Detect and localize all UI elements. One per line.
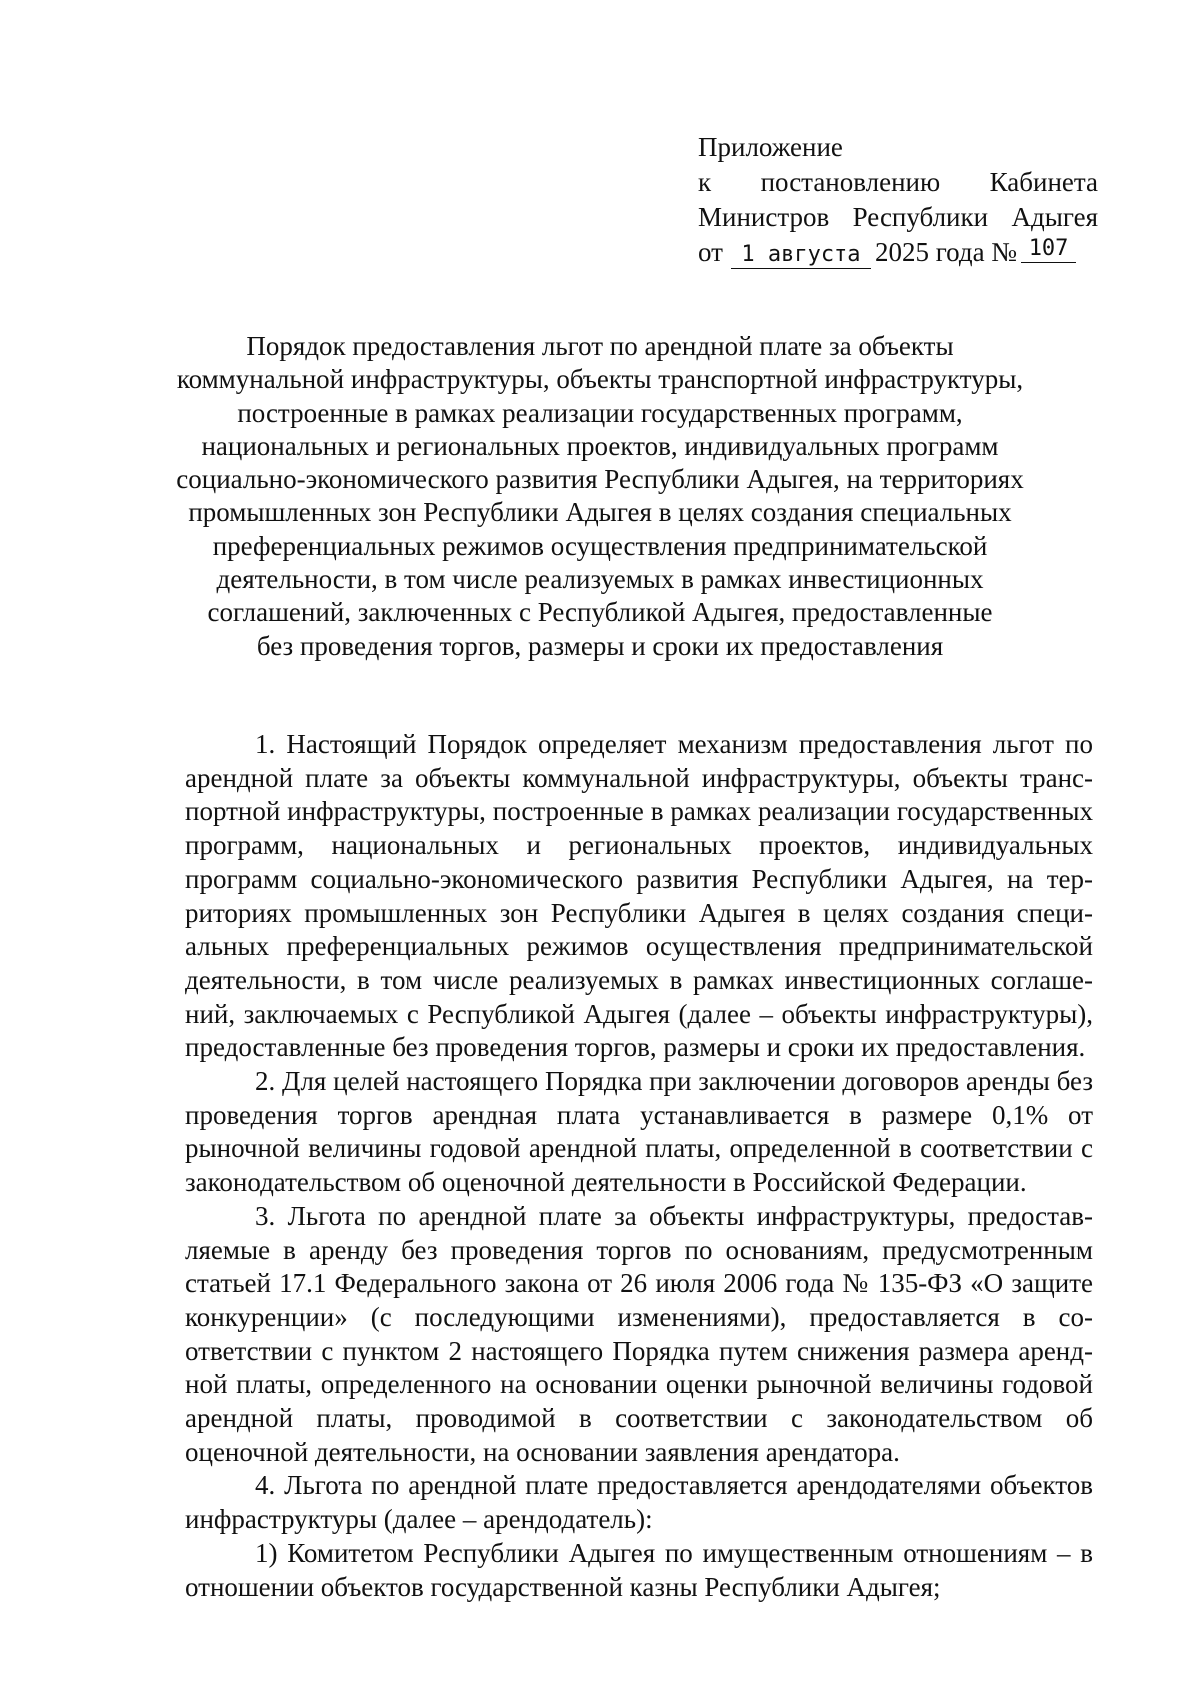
handwritten-number: 107 [1021,236,1076,263]
paragraph-3: 3. Льгота по арендной плате за объекты инфраструктуры, предоставляемые в аренду без проведения торгов по основаниям, предусмотренным статьей 17.1 Федерального закона от 26 июля 2006 года № 135-ФЗ «О защите конкуренции» (с последующими изменениями), предоставляется в соответствии с пунктом 2 настоящего Порядка путем снижения размера арендной платы, определенного на основании оценки рыночной величины годовой арендной платы, проводимой в соответствии с законодательством об оценочной деятельности, на основании заявления арендатора. [185,1200,1093,1467]
handwritten-date: 1 августа [731,242,871,269]
title-line: построенные в рамках реализации государственных программ, [237,397,963,428]
appendix-line-3 [698,200,1098,235]
appendix-word: Министров [698,202,830,232]
date-prefix: от [698,237,723,267]
title-line: деятельности, в том числе реализуемых в рамках инвестиционных [216,564,984,595]
paragraph-4-item-1: 1) Комитетом Республики Адыгея по имущественным отношениям – в отношении объектов государственной казны Республики Адыгея; [185,1537,1093,1602]
appendix-word: к [698,167,712,197]
appendix-heading: Приложение [698,132,843,162]
appendix-word: Кабинета [989,167,1098,197]
title-line: национальных и региональных проектов, индивидуальных программ [201,430,999,461]
title-line: преференциальных режимов осуществления предпринимательской [212,530,988,561]
appendix-word: Адыгея [1011,202,1098,232]
year-text: 2025 года № [874,237,1018,267]
paragraph-2: 2. Для целей настоящего Порядка при заключении договоров аренды без проведения торгов арендная плата устанавливается в размере 0,1% от рыночной величины годовой арендной платы, определенной в соответствии с законодательством об оценочной деятельности в Российской Федерации. [185,1066,1093,1198]
paragraph-1: 1. Настоящий Порядок определяет механизм предоставления льгот по арендной плате за объекты коммунальной инфраструктуры, объекты транспортной инфраструктуры, построенные в рамках реализации государственных программ, национальных и региональных проектов, индивидуальных программ социально-экономического развития Республики Адыгея, на территориях промышленных зон Республики Адыгея в целях создания специальных преференциальных режимов осуществления предпринимательской деятельности, в том числе реализуемых в рамках инвестиционных соглашений, заключаемых с Республикой Адыгея (далее – объекты инфраструктуры), предоставленные без проведения торгов, размеры и сроки их предоставления. [185,729,1093,1063]
appendix-date-line [698,235,1098,270]
title-line: социально-экономического развития Республики Адыгея, на территориях [176,464,1024,495]
title-line: Порядок предоставления льгот по арендной плате за объекты [246,331,954,361]
appendix-block [698,130,1098,270]
title-line: промышленных зон Республики Адыгея в целях создания специальных [188,497,1012,528]
title-line: без проведения торгов, размеры и сроки их предоставления [256,630,944,661]
document-title [150,330,1050,663]
paragraph-4: 4. Льгота по арендной плате предоставляется арендодателями объектов инфраструктуры (далее – арендодатель): [185,1470,1093,1535]
appendix-word: Республики [852,202,989,232]
title-line: соглашений, заключенных с Республикой Адыгея, предоставленные [207,597,993,628]
title-line: коммунальной инфраструктуры, объекты транспортной инфраструктуры, [176,364,1024,395]
appendix-word: постановлению [760,167,941,197]
appendix-line-2 [698,165,1098,200]
document-body [185,728,1093,1604]
